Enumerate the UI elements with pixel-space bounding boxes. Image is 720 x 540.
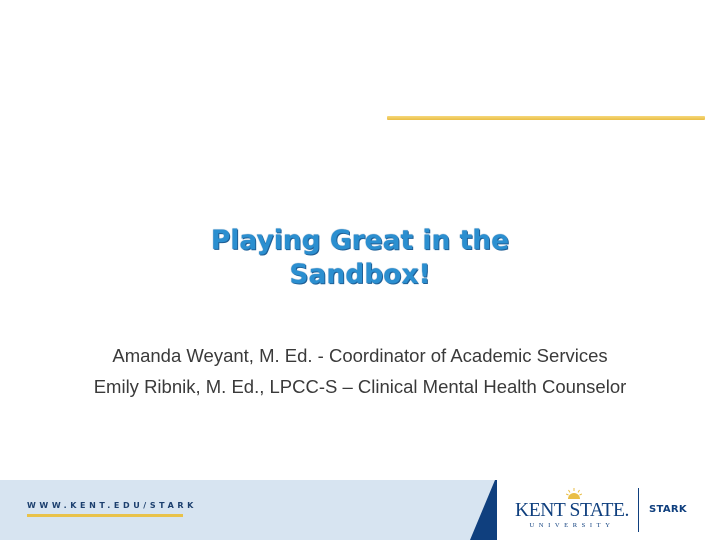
- sun-icon: [566, 488, 582, 500]
- logo-subtext: UNIVERSITY: [529, 522, 615, 529]
- presenter-line: Emily Ribnik, M. Ed., LPCC-S – Clinical Mental Health Counselor: [93, 376, 627, 397]
- presenter-line: Amanda Weyant, M. Ed. - Coordinator of Academic Services: [112, 345, 608, 366]
- footer-url: WWW.KENT.EDU/STARK: [27, 501, 197, 510]
- title-line: Sandbox!: [289, 259, 431, 290]
- gold-accent-line: [387, 116, 705, 120]
- footer-url-underline: [27, 514, 183, 517]
- kent-state-logo: [514, 488, 630, 533]
- footer-divider: [638, 488, 639, 532]
- title-line: Playing Great in the: [210, 225, 510, 256]
- slide-title: [60, 224, 660, 292]
- campus-name: STARK: [649, 504, 687, 515]
- slide-subtitle: [20, 340, 700, 402]
- logo-wordmark: KENT STATE.: [515, 500, 629, 521]
